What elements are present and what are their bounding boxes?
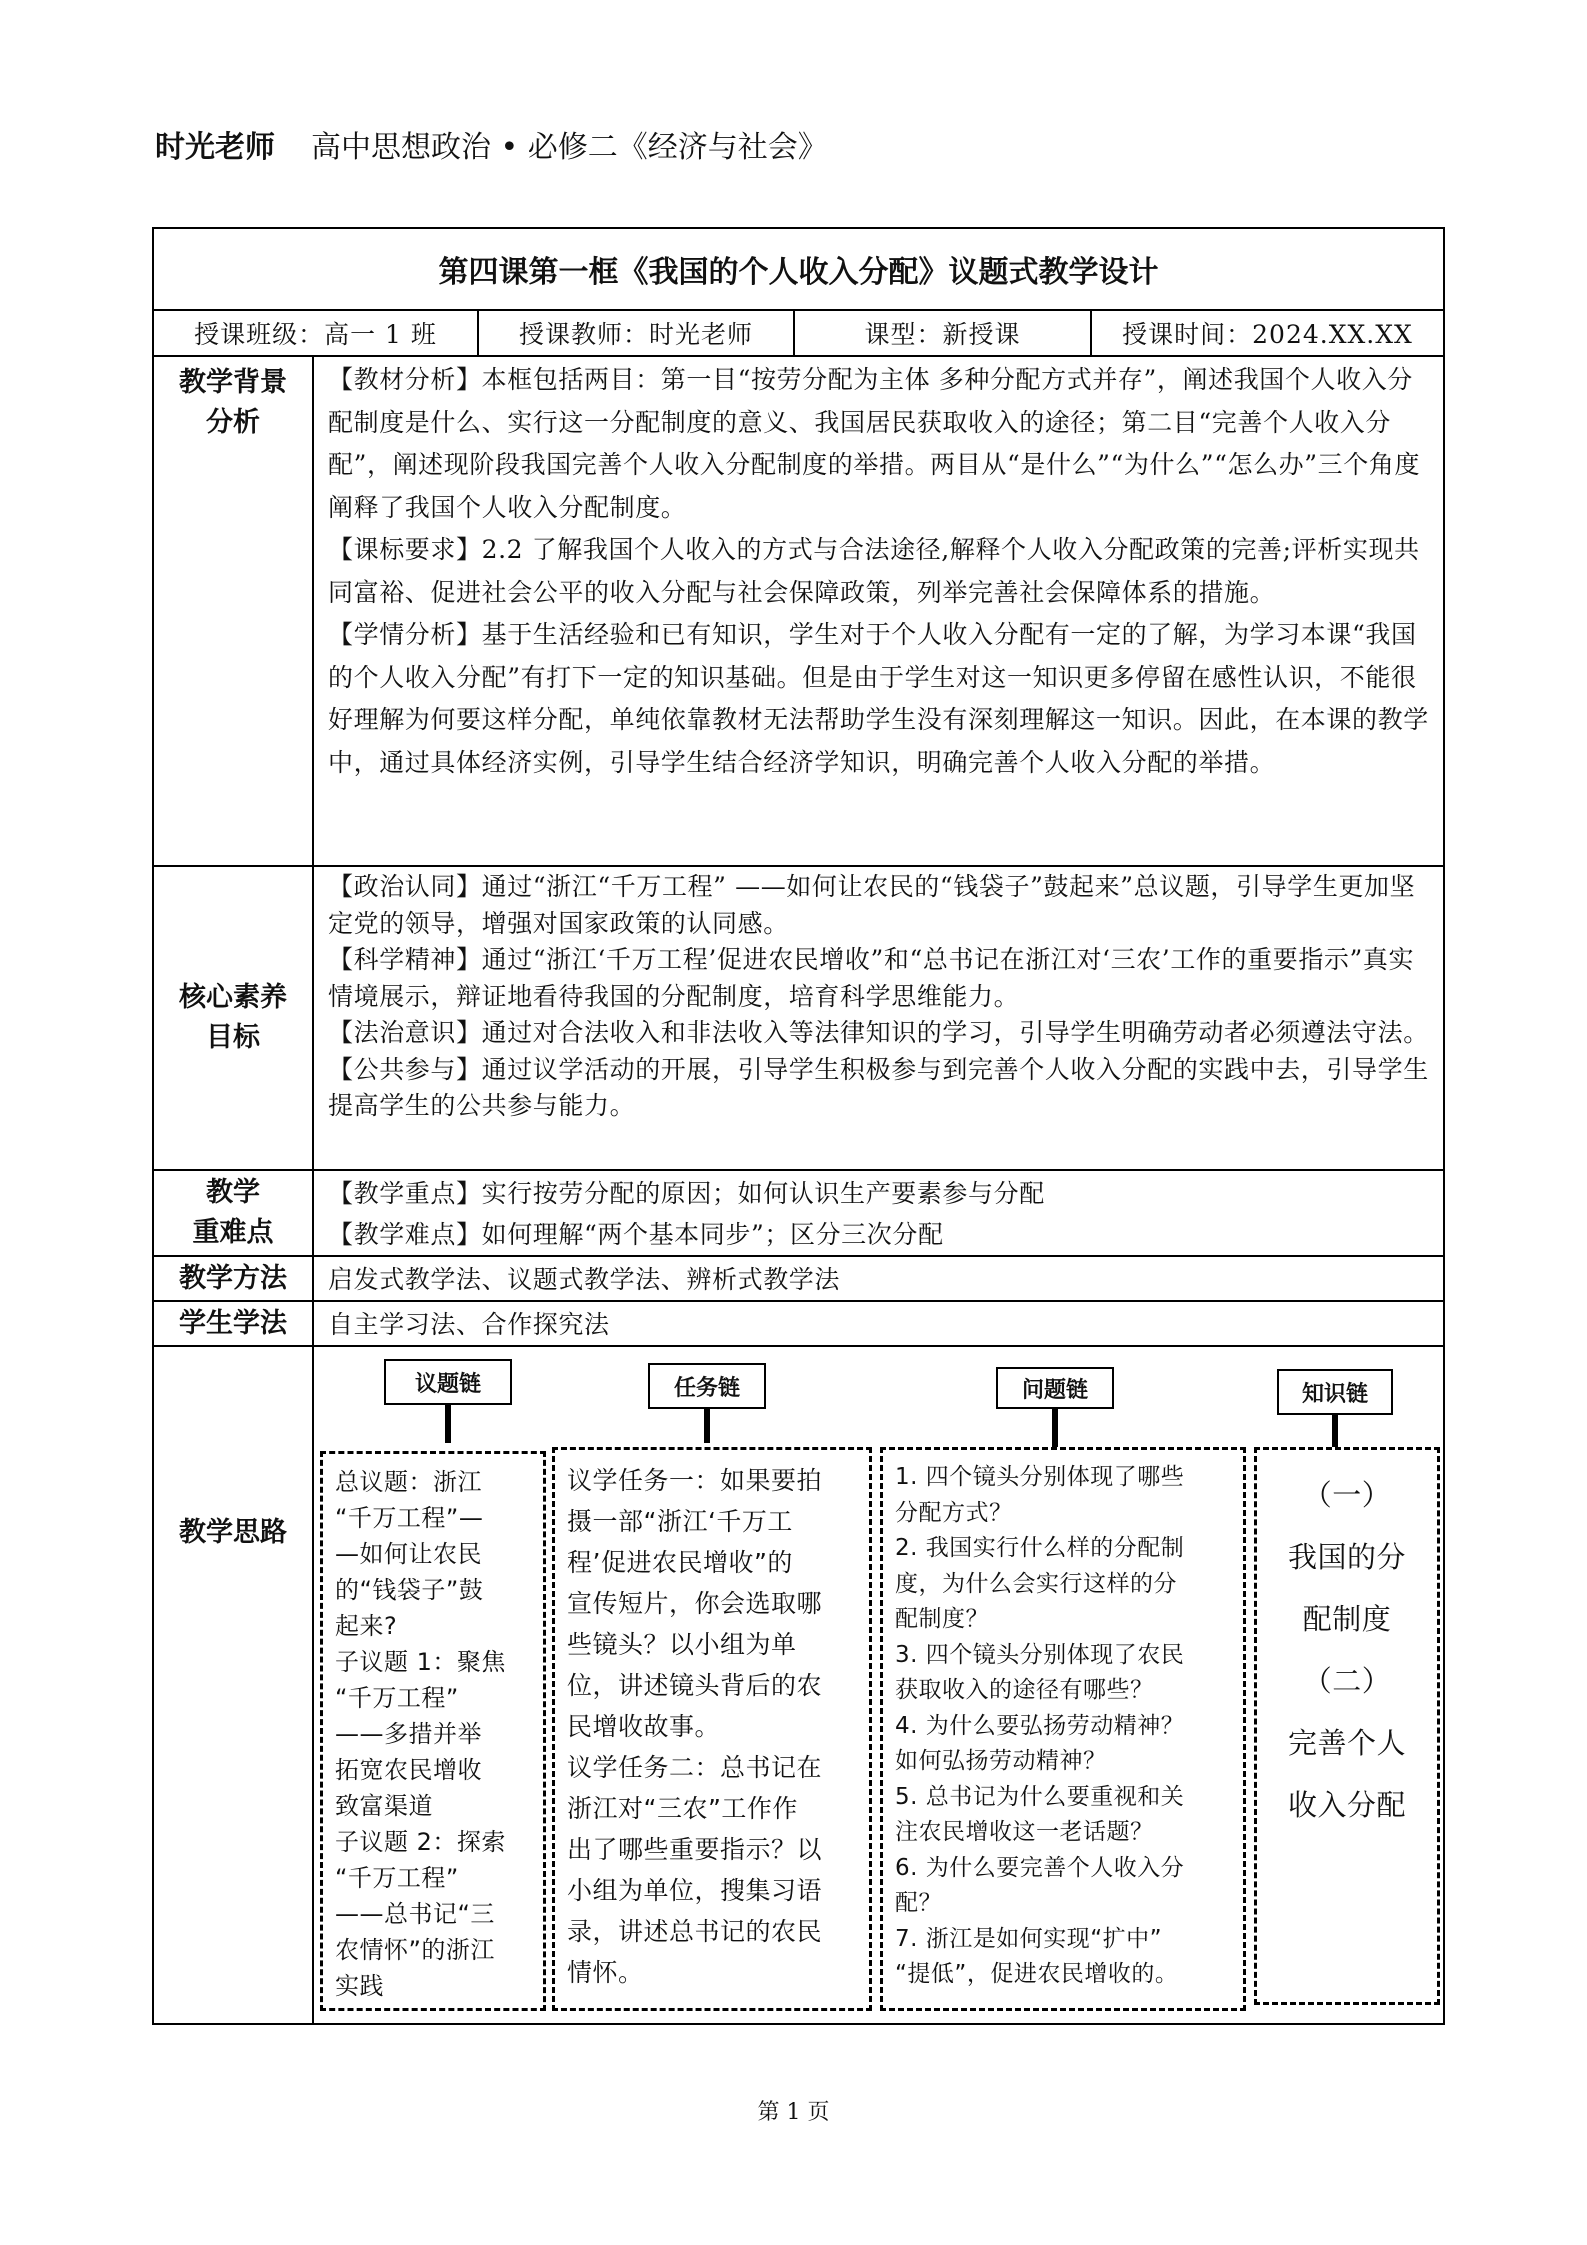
- scientific-spirit: 【科学精神】通过“浙江‘千万工程’促进农民增收”和“总书记在浙江对‘三农’工作的重要指示”真实情境展示，辩证地看待我国的分配制度，培育科学思维能力。: [328, 945, 1415, 1011]
- background-label: 教学背景 分析: [153, 356, 313, 866]
- literacy-content: [313, 866, 1444, 1170]
- difficult-point: 【教学难点】如何理解“两个基本同步”；区分三次分配: [328, 1220, 944, 1249]
- task-chain-box: 议学任务一：如果要拍 摄一部“浙江‘千万工 程’促进农民增收”的 宣传短片，你会选取哪 些镜头？以小组为单 位，讲述镜头背后的农 民增收故事。 议学任务二：总书记在 浙江对“三农”工作作 出了哪些重要指示？以 小组为单位，搜集习语 录，讲述总书记的农民 情怀。: [552, 1447, 872, 2011]
- public-participation: 【公共参与】通过议学活动的开展，引导学生积极参与到完善个人收入分配的实践中去，引导学生提高学生的公共参与能力。: [328, 1054, 1429, 1120]
- political-identity: 【政治认同】通过“浙江“千万工程” ——如何让农民的“钱袋子”鼓起来”总议题，引导学生更加坚定党的领导，增强对国家政策的认同感。: [328, 872, 1416, 938]
- course-name: 高中思想政治 • 必修二《经济与社会》: [311, 130, 828, 165]
- thinking-label: 教学思路: [153, 1346, 313, 2024]
- task-chain-label: 任务链: [648, 1363, 766, 1409]
- keypoints-label: 教学 重难点: [153, 1170, 313, 1256]
- lesson-plan-table: [152, 227, 1445, 2025]
- student-analysis: 【学情分析】基于生活经验和已有知识，学生对于个人收入分配有一定的了解，为学习本课“我国的个人收入分配”有打下一定的知识基础。但是由于学生对这一知识更多停留在感性认识，不能很好理解为何要这样分配，单纯依靠教材无法帮助学生没有深刻理解这一知识。因此，在本课的教学中，通过具体经济实例，引导学生结合经济学知识，明确完善个人收入分配的举措。: [328, 620, 1429, 777]
- document-title: 第四课第一框《我国的个人收入分配》议题式教学设计: [153, 228, 1444, 310]
- textbook-analysis: 【教材分析】本框包括两目：第一目“按劳分配为主体 多种分配方式并存”，阐述我国个人收入分配制度是什么、实行这一分配制度的意义、我国居民获取收入的途径；第二目“完善个人收入分配”，阐述现阶段我国完善个人收入分配制度的举措。两目从“是什么”“为什么”“怎么办”三个角度阐释了我国个人收入分配制度。: [328, 365, 1421, 522]
- rule-of-law: 【法治意识】通过对合法收入和非法收入等法律知识的学习，引导学生明确劳动者必须遵法守法。: [328, 1018, 1429, 1047]
- lesson-info-row: [153, 310, 1444, 356]
- method-content: 启发式教学法、议题式教学法、辨析式教学法: [313, 1256, 1444, 1301]
- page-number: 第 1 页: [757, 2100, 830, 2125]
- key-point: 【教学重点】实行按劳分配的原因；如何认识生产要素参与分配: [328, 1179, 1045, 1208]
- keypoints-content: [313, 1170, 1444, 1256]
- knowledge-chain-box: （一） 我国的分 配制度 （二） 完善个人 收入分配: [1254, 1447, 1440, 2005]
- lesson-time-info: 授课时间：2024.XX.XX: [1122, 320, 1413, 349]
- method-label: 教学方法: [153, 1256, 313, 1301]
- teacher-info: 授课教师：时光老师: [479, 311, 795, 355]
- question-chain-label: 问题链: [996, 1367, 1114, 1409]
- learning-label: 学生学法: [153, 1301, 313, 1346]
- thinking-diagram: [313, 1346, 1444, 2024]
- literacy-label: 核心素养 目标: [153, 866, 313, 1170]
- background-content: [313, 356, 1444, 866]
- question-chain-box: 1. 四个镜头分别体现了哪些 分配方式？ 2. 我国实行什么样的分配制 度，为什么会实行这样的分 配制度？ 3. 四个镜头分别体现了农民 获取收入的途径有哪些？ 4. 为什么要弘扬劳动精神？ 如何弘扬劳动精神？ 5. 总书记为什么要重视和关 注农民增收这一老话题？ 6. 为什么要完善个人收入分 配？ 7. 浙江是如何实现“扩中” “提低”，促进农民增收的。: [880, 1447, 1246, 2011]
- class-info: 授课班级：高一 1 班: [154, 311, 479, 355]
- lesson-type-info: 课型：新授课: [795, 311, 1092, 355]
- page-header: [155, 122, 828, 165]
- learning-content: 自主学习法、合作探究法: [313, 1301, 1444, 1346]
- author-name: 时光老师: [155, 130, 275, 165]
- topic-chain-label: 议题链: [384, 1359, 512, 1405]
- curriculum-requirement: 【课标要求】2.2 了解我国个人收入的方式与合法途径,解释个人收入分配政策的完善;评析实现共同富裕、促进社会公平的收入分配与社会保障政策，列举完善社会保障体系的措施。: [328, 535, 1420, 607]
- knowledge-chain-label: 知识链: [1277, 1369, 1393, 1415]
- topic-chain-box: 总议题：浙江 “千万工程”— —如何让农民 的“钱袋子”鼓 起来? 子议题 1：聚焦 “千万工程” ——多措并举 拓宽农民增收 致富渠道 子议题 2：探索 “千万工程” ——总书记“三 农情怀”的浙江 实践: [320, 1451, 546, 2011]
